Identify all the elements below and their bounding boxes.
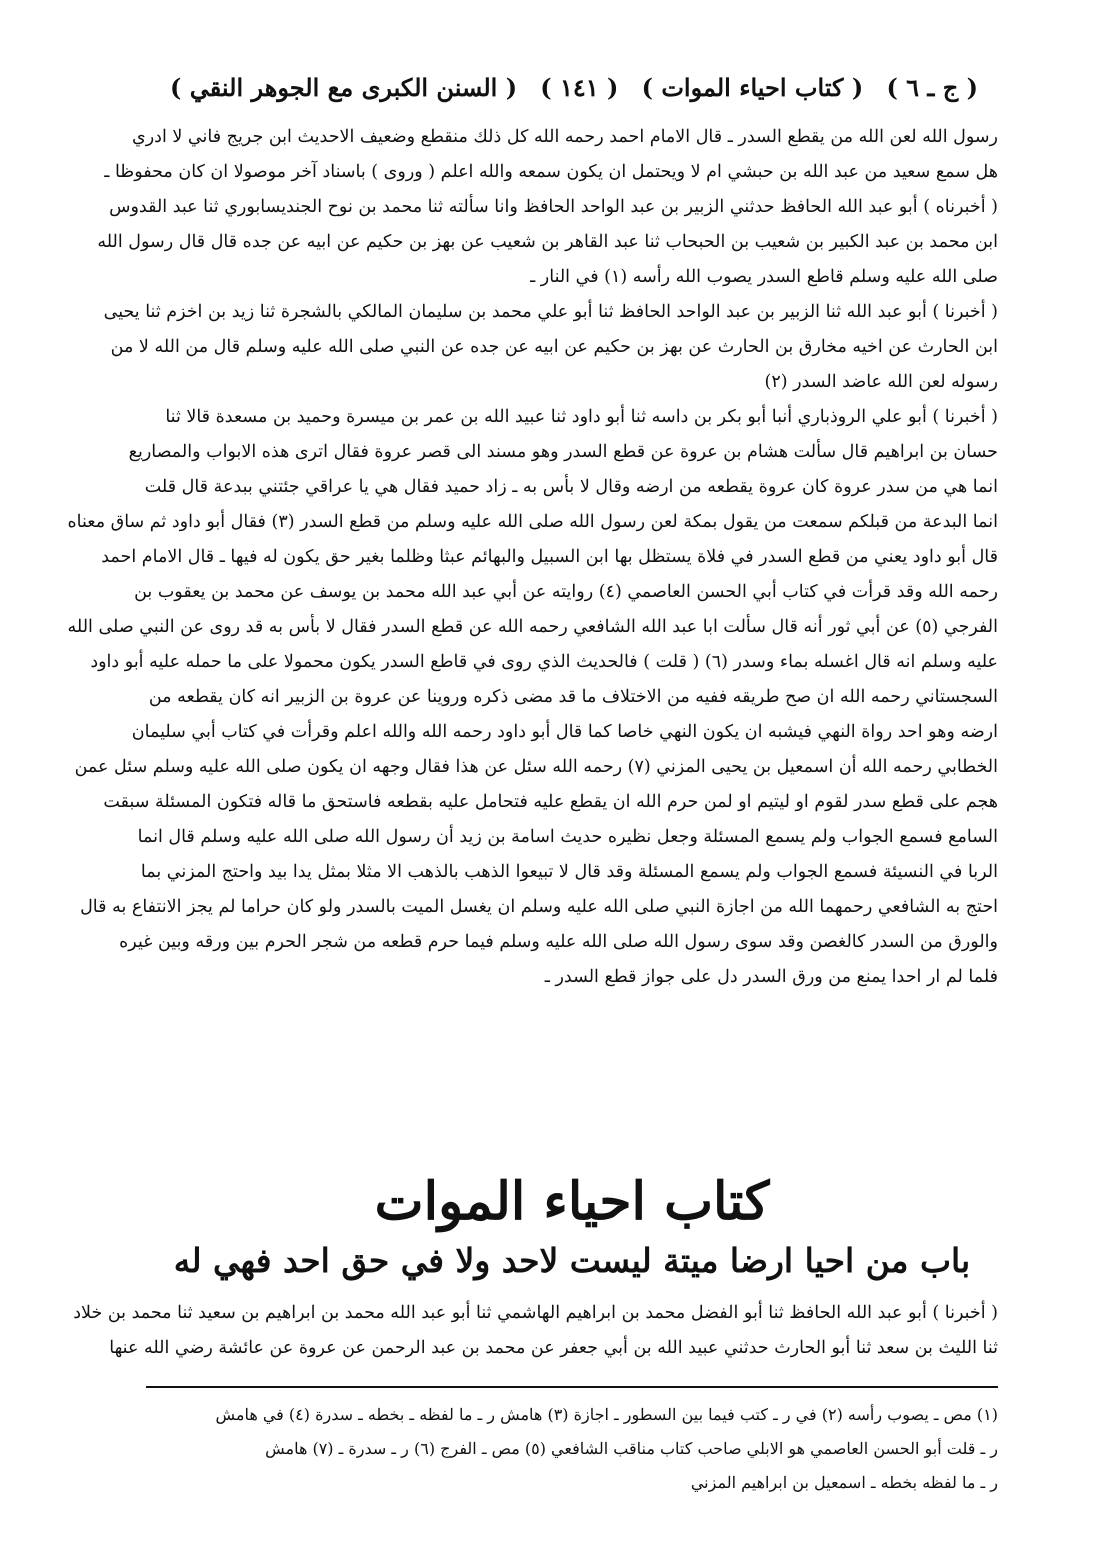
footnote-line: ر ـ ما لفظه بخطه ـ اسمعيل بن ابراهيم المزني [690,1473,998,1492]
header-book-title: ( السنن الكبرى مع الجوهر النقي ) [170,72,518,102]
book-title: كتاب احياء الموات [374,1171,770,1232]
text-line: هجم على قطع سدر لقوم او ليتيم او لمن حرم الله ان يقطع عليه فتحامل عليه بقطعه فاستحق ما قاله فتكون المسئلة سبقت [103,792,998,812]
text-line: هل سمع سعيد من عبد الله بن حبشي ام لا ويحتمل ان يكون سمعه والله اعلم ( وروى ) باسناد آخر موصولا ان كان محفوظا ـ [104,162,998,182]
chapter-text [73,1296,998,1366]
text-line: ابن محمد بن عبد الكبير بن شعيب بن الحبحاب ثنا عبد القاهر بن شعيب عن بهز بن حكيم عن ابيه عن جده قال قال رسول الله [97,232,998,252]
text-line: ( أخبرنا ) أبو علي الروذباري أنبا أبو بكر بن داسه ثنا أبو داود ثنا عبيد الله بن عمر بن ميسرة وحميد بن مسعدة قالا ثنا [165,407,998,427]
running-header [170,66,978,108]
header-page-number: ( ١٤١ ) [540,72,619,102]
text-line: والورق من السدر كالغصن وقد سوى رسول الله صلى الله عليه وسلم فيما حرم قطعه من شجر الحرم بين ورقه وبين غيره [119,932,998,952]
text-line: ( أخبرنا ) أبو عبد الله الحافظ ثنا أبو الفضل محمد بن ابراهيم الهاشمي ثنا أبو عبد الله محمد بن ابراهيم بن سعيد ثنا محمد بن خلاد [73,1303,998,1323]
text-line: قال أبو داود يعني من قطع السدر في فلاة يستظل بها ابن السبيل والبهائم عبثا وظلما بغير حق يكون له فيها ـ قال الامام احمد [101,547,998,567]
text-line: انما البدعة من قبلكم سمعت من يقول بمكة لعن رسول الله صلى الله عليه وسلم من قطع السدر (٣) فقال أبو داود ثم ساق معناه [67,512,998,532]
text-line: حسان بن ابراهيم قال سألت هشام بن عروة عن قطع السدر وهو مسند الى قصر عروة فقال اترى هذه الابواب والمصاريع [128,442,998,462]
text-line: رسول الله لعن الله من يقطع السدر ـ قال الامام احمد رحمه الله كل ذلك منقطع وضعيف الاحديث ابن جريج فاني لا ادري [132,127,998,147]
text-line: الفرجي (٥) عن أبي ثور أنه قال سألت ابا عبد الله الشافعي رحمه الله عن قطع السدر فقال لا بأس به قد روى عن النبي صلى الله [67,617,998,637]
text-line: رسوله لعن الله عاضد السدر (٢) [764,372,998,392]
text-line: انما هي من سدر عروة كان عروة يقطعه من ارضه وقال لا بأس به ـ زاد حميد فقال هي يا عراقي جئتني ببدعة قال قلت [144,477,998,497]
text-line: ( أخبرناه ) أبو عبد الله الحافظ حدثني الزبير بن عبد الواحد الحافظ وانا سألته ثنا محمد بن نوح الجنديسابوري ثنا عبد القدوس [109,197,998,217]
text-line: عليه وسلم انه قال اغسله بماء وسدر (٦) ( قلت ) فالحديث الذي روى في قاطع السدر يكون محمولا على ما حمله عليه أبو داود [90,652,998,672]
text-line: ثنا الليث بن سعد ثنا أبو الحارث حدثني عبيد الله بن أبي جعفر عن محمد بن عبد الرحمن عن عروة عن عائشة رضي الله عنها [109,1338,998,1358]
header-section-title: ( كتاب احياء الموات ) [641,72,864,102]
chapter-title: باب من احيا ارضا ميتة ليست لاحد ولا في حق احد فهي له [173,1241,971,1280]
footnote-line: (١) مص ـ يصوب رأسه (٢) في ر ـ كتب فيما بين السطور ـ اجازة (٣) هامش ر ـ ما لفظه ـ بخطه ـ سدرة (٤) في هامش [215,1405,998,1424]
text-line: الربا في النسيئة فسمع الجواب ولم يسمع المسئلة وقد قال لا تبيعوا الذهب بالذهب الا مثلا بمثل يدا بيد واحتج المزني بما [140,862,998,882]
text-line: ( أخبرنا ) أبو عبد الله ثنا الزبير بن عبد الواحد الحافظ ثنا أبو علي محمد بن سليمان المالكي بالشجرة ثنا زيد بن اخزم ثنا يحيى [103,302,998,322]
header-volume: ( ج ـ ٦ ) [886,72,978,102]
text-line: ارضه وهو احد رواة النهي فيشبه ان يكون النهي خاصا كما قال أبو داود رحمه الله والله اعلم وقرأت في كتاب أبي سليمان [131,722,998,742]
text-line: رحمه الله وقد قرأت في كتاب أبي الحسن العاصمي (٤) روايته عن أبي عبد الله محمد بن يوسف عن محمد بن يعقوب بن [134,582,998,602]
text-line: السامع فسمع الجواب ولم يسمع المسئلة وجعل نظيره حديث اسامة بن زيد أن رسول الله صلى الله عليه وسلم قال انما [137,827,998,847]
text-line: الخطابي رحمه الله أن اسمعيل بن يحيى المزني (٧) رحمه الله سئل عن هذا فقال وجهه ان يكون صلى الله عليه وسلم سئل عمن [74,757,998,777]
text-line: السجستاني رحمه الله ان صح طريقه ففيه من الاختلاف ما قد مضى ذكره وروينا عن عروة بن الزبير انه كان يقطعه من [148,687,998,707]
text-line: صلى الله عليه وسلم قاطع السدر يصوب الله رأسه (١) في النار ـ [530,267,998,287]
text-line: فلما لم ار احدا يمنع من ورق السدر دل على جواز قطع السدر ـ [544,967,998,987]
footnote-line: ر ـ قلت أبو الحسن العاصمي هو الابلي صاحب كتاب مناقب الشافعي (٥) مص ـ الفرج (٦) ر ـ سدرة ـ (٧) هامش [265,1439,998,1458]
text-line: ابن الحارث عن اخيه مخارق بن الحارث عن بهز بن حكيم عن ابيه عن جده عن النبي صلى الله عليه وسلم قال من الله لا من [110,337,998,357]
footnotes [146,1398,998,1500]
text-line: احتج به الشافعي رحمهما الله من اجازة النبي صلى الله عليه وسلم ان يغسل الميت بالسدر ولو كان حراما لم يجز الانتفاع به قال [80,897,998,917]
main-text [67,120,998,995]
footnote-divider [146,1386,998,1388]
